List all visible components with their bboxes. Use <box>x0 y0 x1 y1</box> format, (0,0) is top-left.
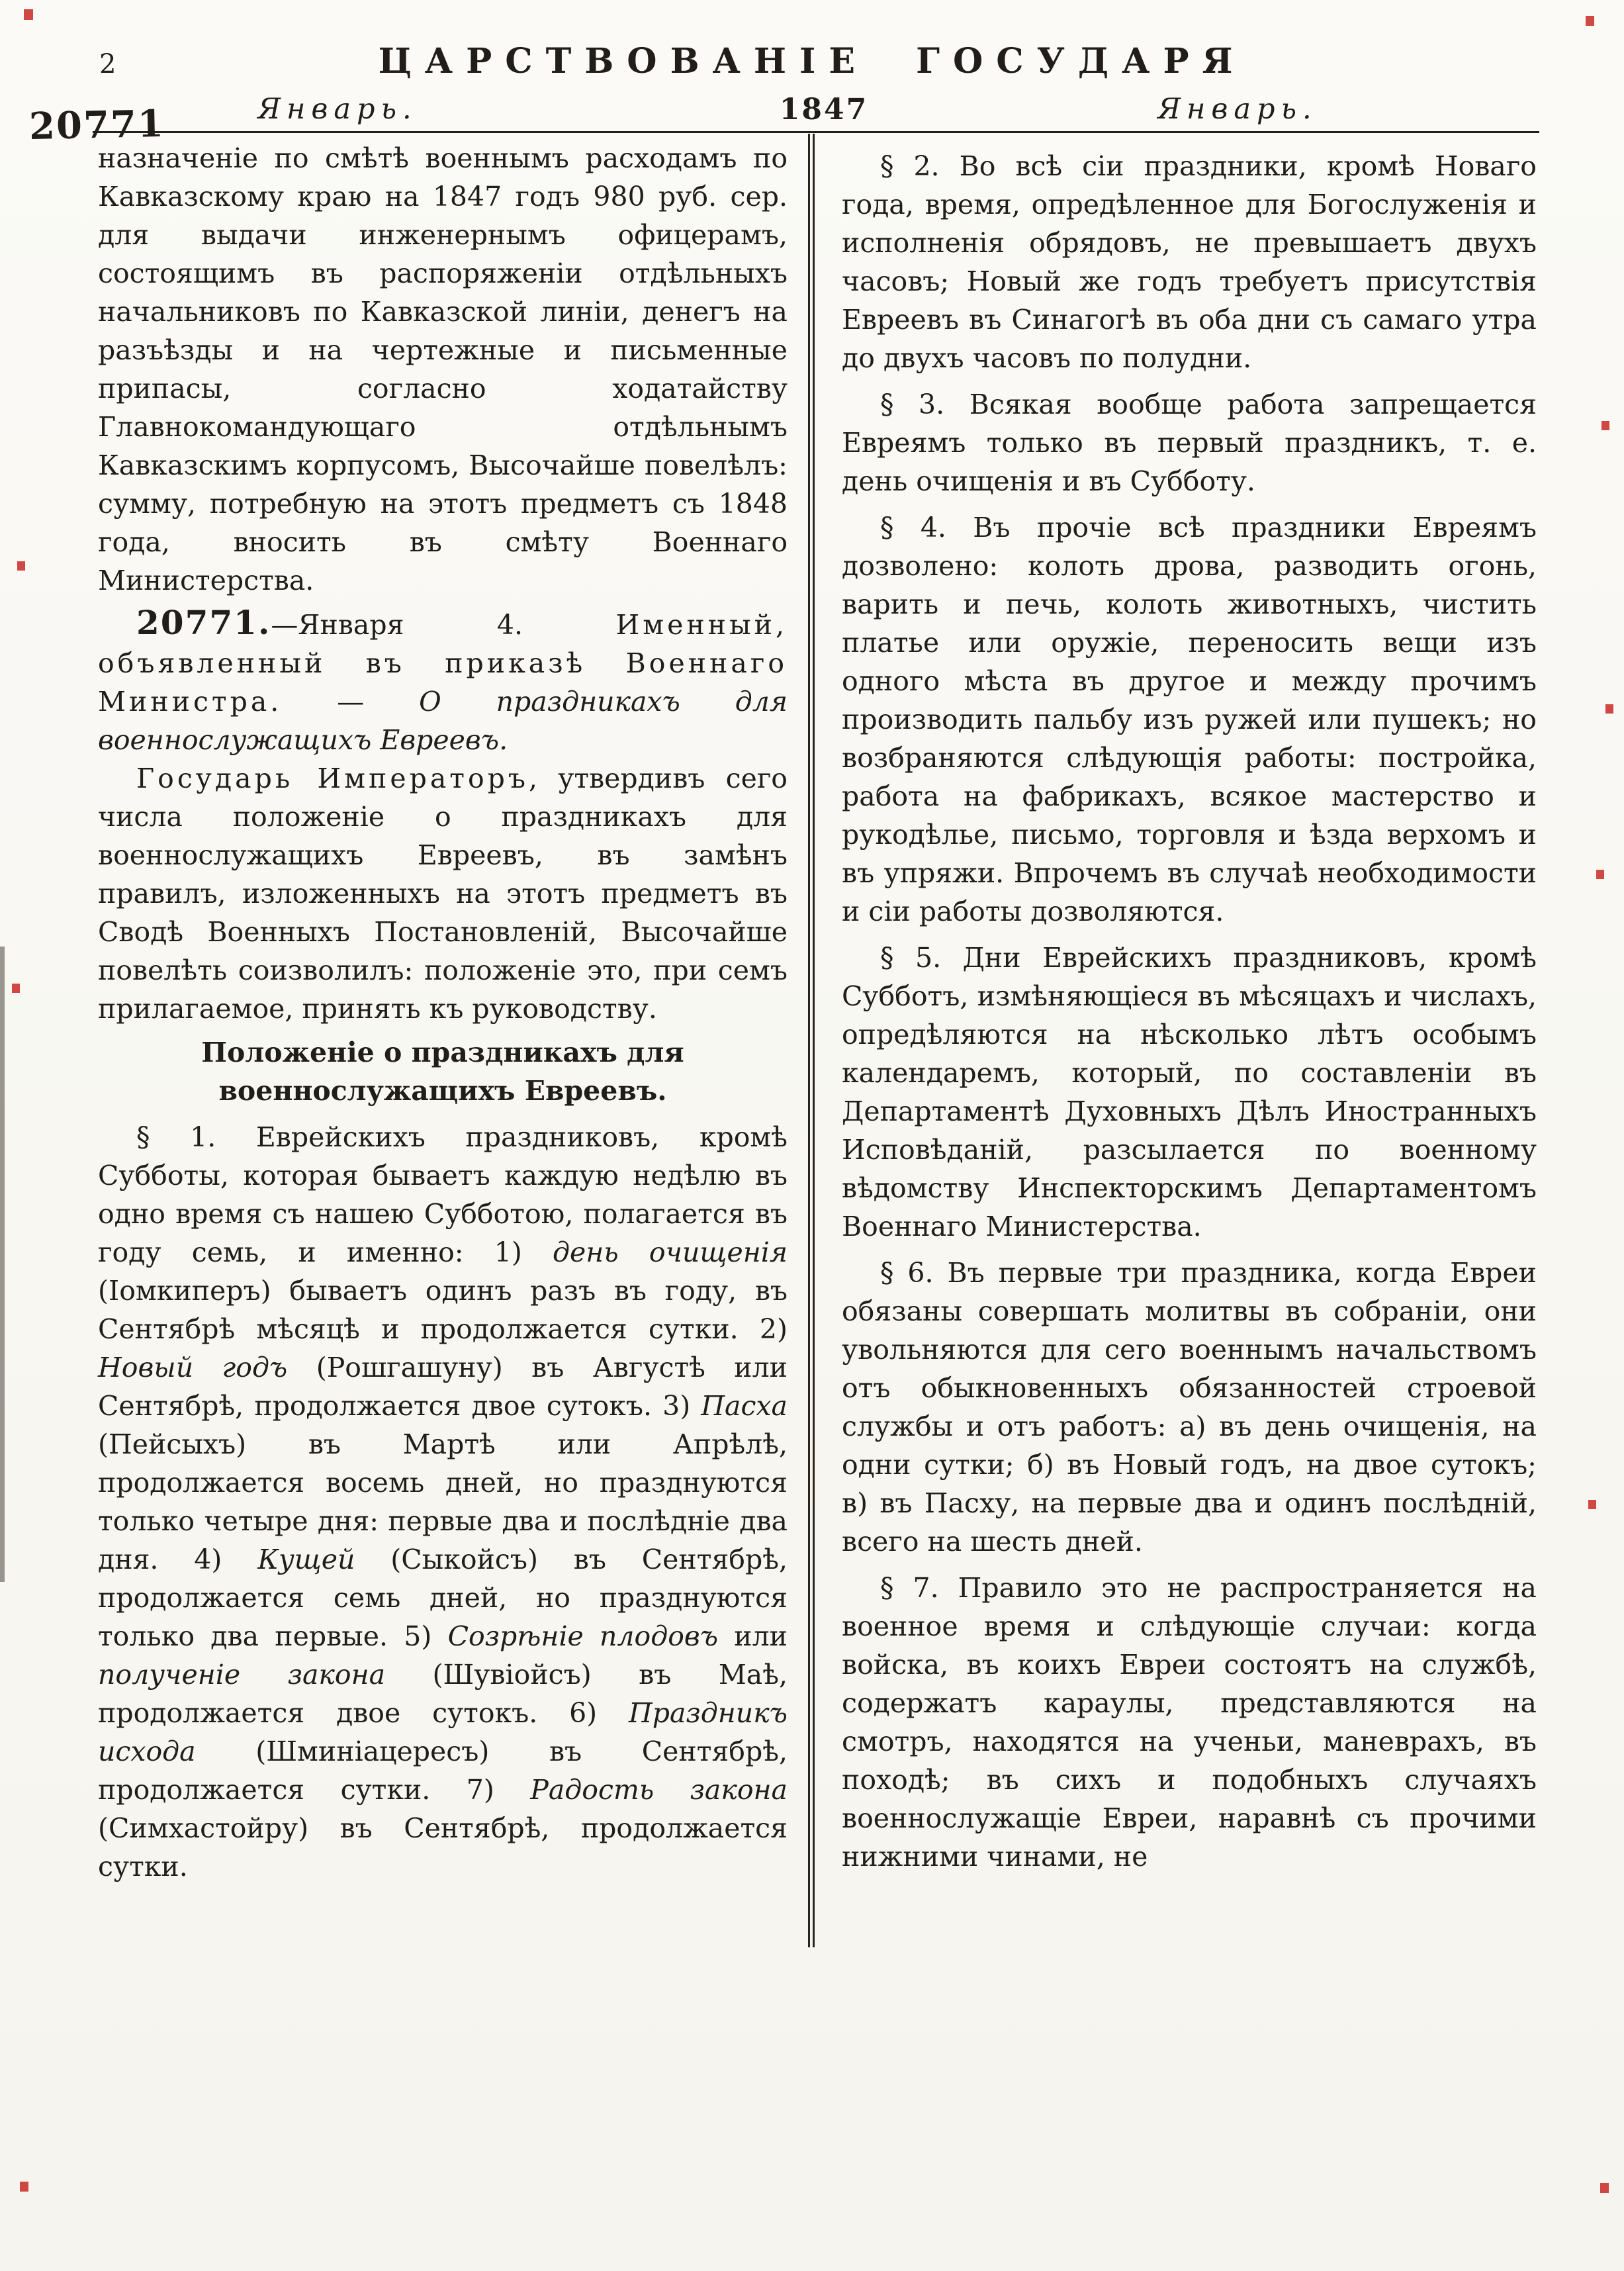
page-number: 2 <box>99 49 116 79</box>
scan-mark <box>12 984 20 993</box>
header-rule <box>93 131 1539 133</box>
scan-mark <box>1600 2183 1609 2193</box>
scan-mark <box>1588 1500 1596 1509</box>
right-column <box>842 139 1537 1876</box>
para-ukaz: Государь Императоръ, утвердивъ сего числа положеніе о праздникахъ для военнослужащихъ Евреевъ, въ замѣнъ правилъ, изложенныхъ на этотъ предметъ въ Сводѣ Военныхъ Постановленій, Высочайше повелѣть соизволилъ: положеніе это, при семъ прилагаемое, принять къ руководству. <box>98 763 788 1025</box>
para-section-2: § 2. Во всѣ сіи праздники, кромѣ Новаго года, время, опредѣленное для Богослуженія и исполненія обрядовъ, не превышаетъ двухъ часовъ; Новый же годъ требуетъ присутствія Евреевъ въ Синагогѣ въ оба дни съ самаго утра до двухъ часовъ по полудни. <box>842 150 1537 374</box>
scan-mark <box>1586 16 1594 26</box>
para-continuation: назначеніе по смѣтѣ военнымъ расходамъ по Кавказскому краю на 1847 годъ 980 руб. сер. для выдачи инженернымъ офицерамъ, состоящимъ въ распоряженіи отдѣльныхъ начальниковъ по Кавказской линіи, денегъ на разъѣзды и на чертежные и письменные припасы, согласно ходатайству Главнокомандующаго отдѣльнымъ Кавказскимъ корпусомъ, Высочайше повелѣлъ: сумму, потребную на этотъ предметъ съ 1848 года, вносить въ смѣту Военнаго Министерства. <box>98 142 788 596</box>
scan-mark <box>24 9 33 20</box>
margin-act-number: 20771 <box>28 101 165 149</box>
column-divider <box>808 134 815 1947</box>
para-section-7: § 7. Правило это не распространяется на военное время и слѣдующіе случаи: когда войска, въ коихъ Евреи состоятъ на службѣ, содержатъ караулы, представляются на смотръ, находятся на ученьи, маневрахъ, въ походѣ; въ сихъ и подобныхъ случаяхъ военнослужащіе Евреи, наравнѣ съ прочими нижними чинами, не <box>842 1572 1537 1873</box>
year-label: 1847 <box>779 93 869 126</box>
scan-mark <box>1596 870 1604 879</box>
para-section-1: § 1. Еврейскихъ праздниковъ, кромѣ Субботы, которая бываетъ каждую недѣлю въ одно время съ нашею Субботою, полагается въ году семь, и именно: 1) день очищенія (Іомкиперъ) бываетъ одинъ разъ въ году, въ Сентябрѣ мѣсяцѣ и продолжается сутки. 2) Новый годъ (Рошгашуну) въ Августѣ или Сентябрѣ, продолжается двое сутокъ. 3) Пасха (Пейсыхъ) въ Мартѣ или Апрѣлѣ, продолжается восемь дней, но празднуются только четыре дня: первые два и послѣдніе два дня. 4) Кущей (Сыкойсъ) въ Сентябрѣ, продолжается семь дней, но празднуются только два первые. 5) Созрѣніе плодовъ или полученіе закона (Шувіойсъ) въ Маѣ, продолжается двое сутокъ. 6) Праздникъ исхода (Шминіацересъ) въ Сентябрѣ, продолжается сутки. 7) Радость закона (Симхастойру) въ Сентябрѣ, продолжается сутки. <box>98 1121 788 1882</box>
para-section-6: § 6. Въ первые три праздника, когда Евреи обязаны совершать молитвы въ собраніи, они увольняются для сего военнымъ начальствомъ отъ обыкновенныхъ обязанностей строевой службы и отъ работъ: а) въ день очищенія, на одни сутки; б) въ Новый годъ, на двое сутокъ; в) въ Пасху, на первые два и одинъ послѣдній, всего на шесть дней. <box>842 1257 1537 1557</box>
scan-mark <box>1605 704 1613 714</box>
left-month-label: Январь. <box>257 93 418 126</box>
scan-gutter-shadow <box>0 947 5 1582</box>
scan-mark <box>17 561 25 571</box>
right-month-label: Январь. <box>1157 93 1318 126</box>
para-section-3: § 3. Всякая вообще работа запрещается Евреямъ только въ первый праздникъ, т. е. день очищенія и въ Субботу. <box>842 389 1537 497</box>
scan-mark <box>1601 421 1609 430</box>
polozhenie-heading: Положеніе о праздникахъ для военнослужащихъ Евреевъ. <box>201 1037 684 1107</box>
para-act-20771: 20771.—Января 4. Именный, объявленный въ приказѣ Военнаго Министра. — О праздникахъ для военнослужащихъ Евреевъ. <box>98 603 788 756</box>
scan-mark <box>20 2182 28 2192</box>
para-section-4: § 4. Въ прочіе всѣ праздники Евреямъ дозволено: колоть дрова, разводить огонь, варить и печь, колоть животныхъ, чистить платье или оружіе, переносить вещи изъ одного мѣста въ другое и между прочимъ производить пальбу изъ ружей или пушекъ; но возбраняются слѣдующія работы: постройка, работа на фабрикахъ, всякое мастерство и рукодѣлье, письмо, торговля и ѣзда верхомъ и въ упряжи. Впрочемъ въ случаѣ необходимости и сіи работы дозволяются. <box>842 512 1537 927</box>
para-section-5: § 5. Дни Еврейскихъ праздниковъ, кромѣ Субботъ, измѣняющіеся въ мѣсяцахъ и числахъ, опредѣляются на нѣсколько лѣтъ особымъ календаремъ, который, по составленіи въ Департаментѣ Духовныхъ Дѣлъ Иностранныхъ Исповѣданій, разсылается по военному вѣдомству Инспекторскимъ Департаментомъ Военнаго Министерства. <box>842 942 1537 1242</box>
left-column <box>98 139 788 1886</box>
running-title: ЦАРСТВОВАНІЕ ГОСУДАРЯ <box>378 41 1246 81</box>
